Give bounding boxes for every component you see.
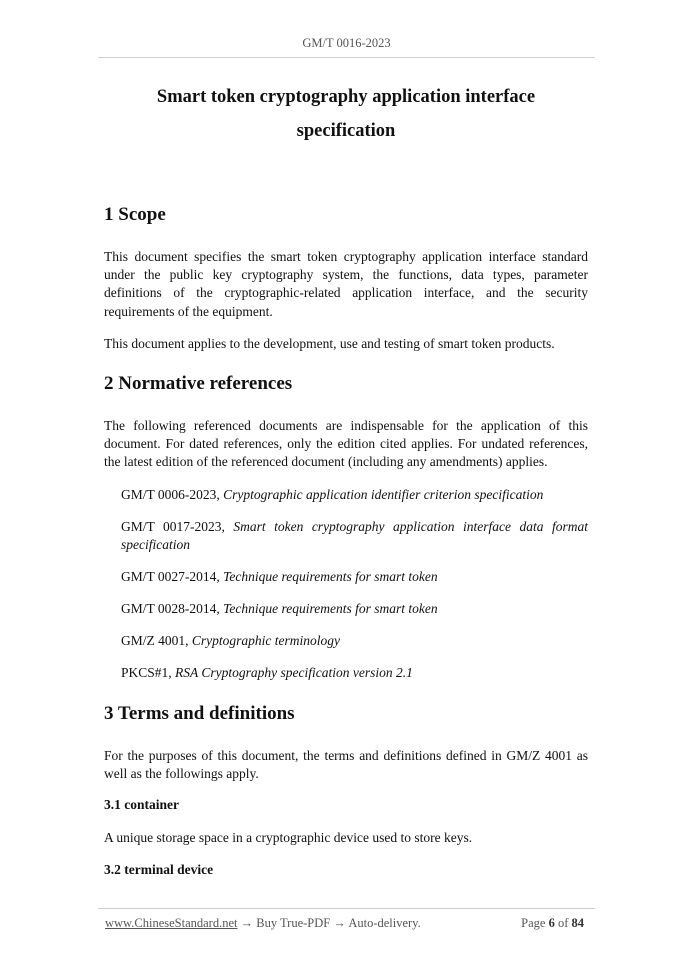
terms-intro: For the purposes of this document, the terms and definitions defined in GM/Z 4001 as well as the followings apply. (104, 748, 588, 782)
term-heading-container: 3.1 container (104, 797, 179, 812)
reference-item: GM/T 0017-2023, Smart token cryptography application interface data format specification (121, 519, 588, 553)
title-line-2: specification (296, 121, 396, 141)
document-title (104, 80, 588, 148)
title-line-1: Smart token cryptography application interface (156, 87, 536, 107)
scope-paragraph-2: This document applies to the development, use and testing of smart token products. (104, 336, 555, 351)
running-header: GM/T 0016-2023 (302, 36, 391, 50)
footer-links (105, 916, 421, 931)
reference-item: PKCS#1, RSA Cryptography specification version 2.1 (121, 665, 413, 680)
term-definition-container: A unique storage space in a cryptographic device used to store keys. (104, 830, 473, 845)
section-heading-scope: 1 Scope (104, 204, 166, 225)
page-label: Page (521, 916, 546, 930)
reference-item: GM/T 0027-2014, Technique requirements for smart token (121, 569, 438, 584)
reference-item: GM/Z 4001, Cryptographic terminology (121, 633, 340, 648)
reference-item: GM/T 0028-2014, Technique requirements for smart token (121, 601, 438, 616)
delivery-text: Auto-delivery. (348, 916, 421, 930)
footer-divider (98, 908, 595, 909)
arrow-icon: → (237, 916, 257, 930)
buy-text: Buy True-PDF (256, 916, 331, 930)
normative-intro: The following referenced documents are indispensable for the application of this document. For dated references, only the edition cited applies. For undated references, the latest edition of the referenced document (including any amendments) applies. (104, 418, 588, 470)
section-heading-terms-and-definitions: 3 Terms and definitions (104, 703, 295, 724)
section-heading-normative-references: 2 Normative references (104, 373, 293, 394)
page-indicator (521, 916, 584, 931)
of-label: of (557, 916, 569, 930)
page-total: 84 (571, 916, 584, 930)
page-number: 6 (548, 916, 555, 930)
term-heading-terminal-device: 3.2 terminal device (104, 862, 214, 877)
site-link[interactable]: www.ChineseStandard.net (105, 916, 238, 930)
scope-paragraph-1: This document specifies the smart token cryptography application interface standard under the public key cryptography system, the functions, data types, parameter definitions of the cryptographic-related application interface, and the security requirements of the equipment. (104, 249, 588, 319)
reference-item: GM/T 0006-2023, Cryptographic application identifier criterion specification (121, 487, 544, 502)
header-divider (98, 57, 595, 58)
arrow-icon: → (330, 916, 349, 930)
